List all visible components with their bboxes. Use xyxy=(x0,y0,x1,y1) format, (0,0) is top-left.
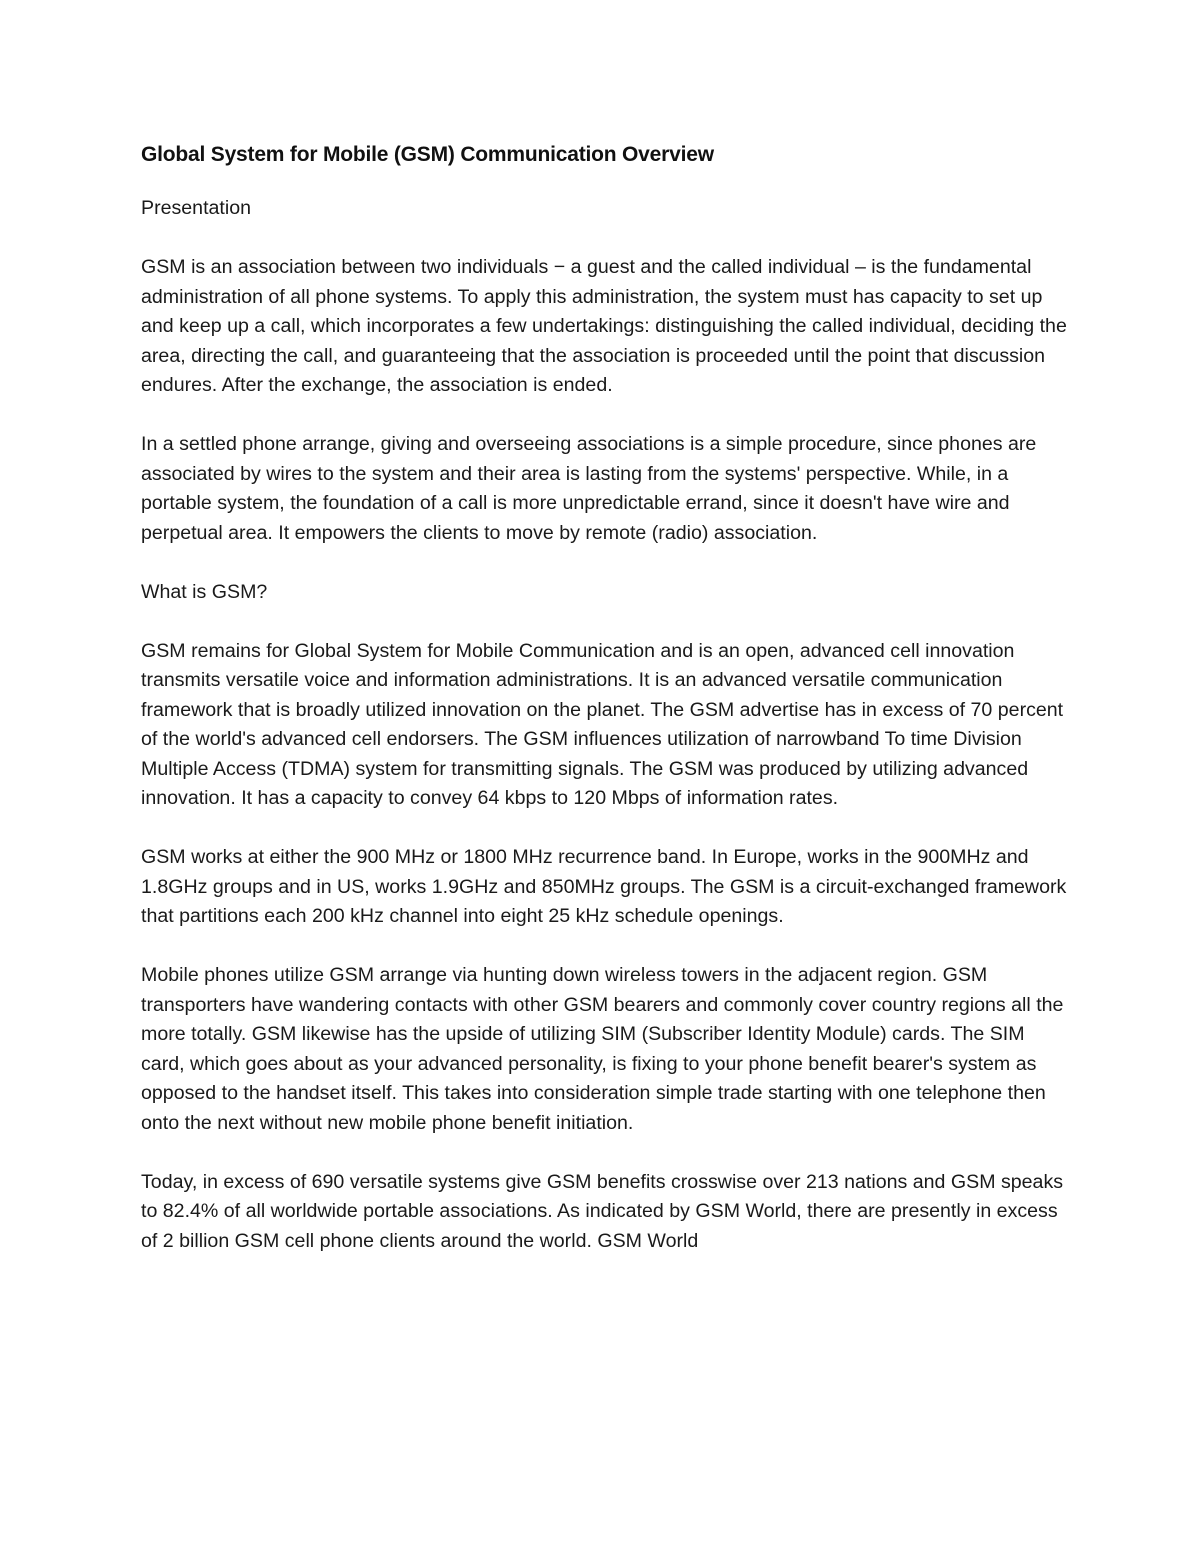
paragraph: Mobile phones utilize GSM arrange via hunting down wireless towers in the adjacent region. GSM transporters have wandering contacts with other GSM bearers and commonly cover country regions all the more totally. GSM likewise has the upside of utilizing SIM (Subscriber Identity Module) cards. The SIM card, which goes about as your advanced personality, is fixing to your phone benefit bearer's system as opposed to the handset itself. This takes into consideration simple trade starting with one telephone then onto the next without new mobile phone benefit initiation. xyxy=(141,964,1064,1134)
spacer xyxy=(141,932,1071,962)
paragraph: Today, in excess of 690 versatile systems give GSM benefits crosswise over 213 nations and GSM speaks to 82.4% of all worldwide portable associations. As indicated by GSM World, there are presently in excess of 2 billion GSM cell phone clients around the world. GSM World xyxy=(141,1170,1064,1252)
section-heading-what-is-gsm: What is GSM? xyxy=(141,580,268,603)
section-heading-presentation: Presentation xyxy=(141,197,252,219)
spacer xyxy=(141,607,1071,637)
spacer xyxy=(141,548,1071,578)
spacer xyxy=(141,1138,1071,1168)
spacer xyxy=(141,224,1071,254)
document-body xyxy=(141,138,1071,1256)
spacer xyxy=(141,814,1071,844)
document-title: Global System for Mobile (GSM) Communication Overview xyxy=(141,143,714,166)
spacer xyxy=(141,172,1071,194)
paragraph: GSM remains for Global System for Mobile Communication and is an open, advanced cell innovation transmits versatile voice and information administrations. It is an advanced versatile communication framework that is broadly utilized innovation on the planet. The GSM advertise has in excess of 70 percent of the world's advanced cell endorsers. The GSM influences utilization of narrowband To time Division Multiple Access (TDMA) system for transmitting signals. The GSM was produced by utilizing advanced innovation. It has a capacity to convey 64 kbps to 120 Mbps of information rates. xyxy=(141,639,1064,809)
spacer xyxy=(141,401,1071,431)
paragraph: GSM is an association between two individuals − a guest and the called individual – is the fundamental administration of all phone systems. To apply this administration, the system must has capacity to set up and keep up a call, which incorporates a few undertakings: distinguishing the called individual, deciding the area, directing the call, and guaranteeing that the association is proceeded until the point that discussion endures. After the exchange, the association is ended. xyxy=(141,256,1067,396)
paragraph: In a settled phone arrange, giving and overseeing associations is a simple procedure, since phones are associated by wires to the system and their area is lasting from the systems' perspective. While, in a portable system, the foundation of a call is more unpredictable errand, since it doesn't have wire and perpetual area. It empowers the clients to move by remote (radio) association. xyxy=(141,433,1037,544)
paragraph: GSM works at either the 900 MHz or 1800 MHz recurrence band. In Europe, works in the 900MHz and 1.8GHz groups and in US, works 1.9GHz and 850MHz groups. The GSM is a circuit-exchanged framework that partitions each 200 kHz channel into eight 25 kHz schedule openings. xyxy=(141,846,1067,927)
